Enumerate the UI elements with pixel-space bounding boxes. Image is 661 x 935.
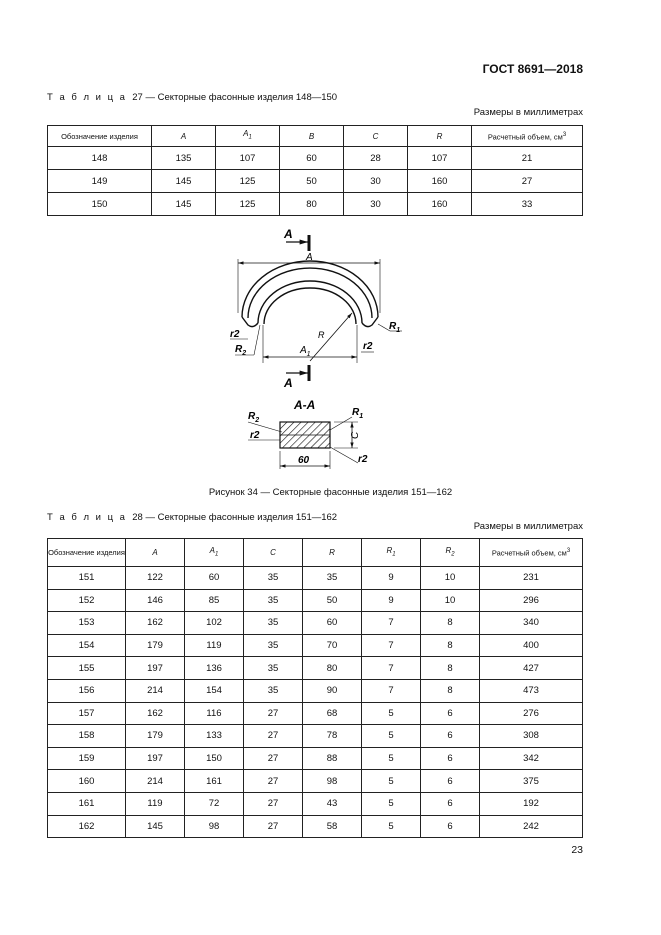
table-cell: 153 <box>48 612 126 635</box>
table-cell: 35 <box>244 567 303 590</box>
table-27-col-r-text: R <box>436 131 443 141</box>
table-cell: 231 <box>480 567 583 590</box>
table-cell: 98 <box>185 815 244 838</box>
table-row <box>48 589 583 612</box>
table-cell: 242 <box>480 815 583 838</box>
table-27-col-c-text: C <box>372 131 379 141</box>
table-28-units: Размеры в миллиметрах <box>473 521 583 532</box>
table-cell: 133 <box>185 725 244 748</box>
table-cell: 145 <box>152 193 216 216</box>
standard-number: ГОСТ 8691—2018 <box>482 62 583 76</box>
table-cell: 68 <box>303 702 362 725</box>
table-28-body <box>48 567 583 838</box>
table-row <box>48 679 583 702</box>
table-row <box>48 170 583 193</box>
table-cell: 160 <box>408 193 472 216</box>
table-cell: 30 <box>344 170 408 193</box>
table-row <box>48 792 583 815</box>
table-cell: 119 <box>126 792 185 815</box>
table-cell: 150 <box>185 747 244 770</box>
table-cell: 35 <box>244 612 303 635</box>
table-cell: 135 <box>152 147 216 170</box>
table-cell: 5 <box>362 815 421 838</box>
figure-34-drawing <box>222 225 447 473</box>
table-cell: 8 <box>421 612 480 635</box>
table-cell: 70 <box>303 634 362 657</box>
table-cell: 5 <box>362 747 421 770</box>
table-cell: 6 <box>421 747 480 770</box>
table-27-col-volume: Расчетный объем, $см^3$ <box>472 126 583 147</box>
table-cell: 149 <box>48 170 152 193</box>
table-cell: 107 <box>216 147 280 170</box>
table-row <box>48 815 583 838</box>
table-cell: 156 <box>48 679 126 702</box>
section-r2-small-label: r2 <box>250 430 260 441</box>
table-cell: 90 <box>303 679 362 702</box>
table-cell: 375 <box>480 770 583 793</box>
table-cell: 5 <box>362 725 421 748</box>
table-27-caption-label: Т а б л и ц а <box>47 92 127 103</box>
table-cell: 6 <box>421 792 480 815</box>
table-cell: 80 <box>303 657 362 680</box>
table-cell: 146 <box>126 589 185 612</box>
table-27-col-c <box>344 126 408 147</box>
table-cell: 43 <box>303 792 362 815</box>
table-27-col-b-text: B <box>308 131 315 141</box>
table-row <box>48 193 583 216</box>
table-cell: 85 <box>185 589 244 612</box>
table-cell: 107 <box>408 147 472 170</box>
section-mark-bottom-label: A <box>284 376 293 390</box>
table-row <box>48 702 583 725</box>
radius-line <box>310 313 352 361</box>
table-cell: 308 <box>480 725 583 748</box>
table-cell: 197 <box>126 747 185 770</box>
table-cell: 162 <box>126 702 185 725</box>
r1-label: $R_1$ <box>389 321 401 334</box>
table-cell: 5 <box>362 792 421 815</box>
table-cell: 60 <box>303 612 362 635</box>
table-cell: 119 <box>185 634 244 657</box>
table-cell: 340 <box>480 612 583 635</box>
r2-small-right-label: r2 <box>363 341 373 352</box>
table-cell: 9 <box>362 589 421 612</box>
table-cell: 122 <box>126 567 185 590</box>
table-cell: 98 <box>303 770 362 793</box>
table-cell: 78 <box>303 725 362 748</box>
table-cell: 155 <box>48 657 126 680</box>
table-28-header <box>48 539 583 567</box>
table-cell: 154 <box>48 634 126 657</box>
section-mark-top <box>283 227 309 251</box>
table-cell: 35 <box>244 679 303 702</box>
table-28-col-r <box>303 539 362 567</box>
table-cell: 145 <box>152 170 216 193</box>
table-cell: 276 <box>480 702 583 725</box>
table-28-col-r1 <box>362 539 421 567</box>
table-cell: 27 <box>244 792 303 815</box>
table-cell: 35 <box>244 657 303 680</box>
table-27 <box>47 125 583 216</box>
table-cell: 161 <box>48 792 126 815</box>
table-cell: 162 <box>126 612 185 635</box>
table-row <box>48 567 583 590</box>
section-r2-label: $R_2$ <box>248 411 260 424</box>
table-cell: 125 <box>216 193 280 216</box>
page-number: 23 <box>571 844 583 856</box>
table-27-col-a1-text: $A_1$ <box>243 129 252 141</box>
table-cell: 27 <box>244 725 303 748</box>
table-cell: 150 <box>48 193 152 216</box>
table-28-caption-text: 28 — Секторные фасонные изделия 151—162 <box>132 512 338 523</box>
table-cell: 27 <box>472 170 583 193</box>
table-cell: 6 <box>421 770 480 793</box>
table-cell: 214 <box>126 679 185 702</box>
table-cell: 179 <box>126 634 185 657</box>
table-cell: 7 <box>362 679 421 702</box>
table-cell: 296 <box>480 589 583 612</box>
table-cell: 88 <box>303 747 362 770</box>
table-27-col-r <box>408 126 472 147</box>
table-cell: 116 <box>185 702 244 725</box>
table-27-col-a1 <box>216 126 280 147</box>
table-28-caption-label: Т а б л и ц а <box>47 512 127 523</box>
table-cell: 27 <box>244 747 303 770</box>
table-cell: 136 <box>185 657 244 680</box>
table-cell: 30 <box>344 193 408 216</box>
table-cell: 102 <box>185 612 244 635</box>
table-28-col-a <box>126 539 185 567</box>
table-cell: 21 <box>472 147 583 170</box>
table-28-col-a1 <box>185 539 244 567</box>
table-cell: 10 <box>421 567 480 590</box>
dimension-a1-label: $A_1$ <box>300 345 311 358</box>
table-28-col-c <box>244 539 303 567</box>
table-27-col-designation: Обозначение изделия <box>48 126 152 147</box>
table-28-col-r2 <box>421 539 480 567</box>
table-cell: 60 <box>185 567 244 590</box>
table-cell: 179 <box>126 725 185 748</box>
table-cell: 125 <box>216 170 280 193</box>
table-cell: 28 <box>344 147 408 170</box>
table-cell: 27 <box>244 815 303 838</box>
table-cell: 72 <box>185 792 244 815</box>
table-cell: 33 <box>472 193 583 216</box>
table-28 <box>47 538 583 838</box>
table-cell: 9 <box>362 567 421 590</box>
table-cell: 35 <box>244 589 303 612</box>
table-28-col-r1-text: $R_1$ <box>386 545 396 558</box>
table-27-body <box>48 147 583 216</box>
table-cell: 145 <box>126 815 185 838</box>
table-27-col-b <box>280 126 344 147</box>
table-cell: 8 <box>421 679 480 702</box>
table-cell: 148 <box>48 147 152 170</box>
table-cell: 27 <box>244 770 303 793</box>
table-row <box>48 147 583 170</box>
table-row <box>48 770 583 793</box>
figure-34-caption: Рисунок 34 — Секторные фасонные изделия 151—162 <box>208 487 453 498</box>
table-cell: 160 <box>48 770 126 793</box>
table-row <box>48 747 583 770</box>
table-cell: 154 <box>185 679 244 702</box>
r2-small-left-label: r2 <box>230 329 240 340</box>
table-cell: 8 <box>421 634 480 657</box>
table-cell: 50 <box>280 170 344 193</box>
table-cell: 7 <box>362 612 421 635</box>
table-cell: 161 <box>185 770 244 793</box>
table-27-header <box>48 126 583 147</box>
table-27-col-a <box>152 126 216 147</box>
section-mark-top-label: A <box>284 227 293 241</box>
table-28-col-r-text: R <box>329 548 335 557</box>
table-cell: 35 <box>303 567 362 590</box>
dimension-width-label: 60 <box>298 455 310 466</box>
table-cell: 427 <box>480 657 583 680</box>
table-cell: 58 <box>303 815 362 838</box>
table-cell: 157 <box>48 702 126 725</box>
table-cell: 160 <box>408 170 472 193</box>
table-cell: 192 <box>480 792 583 815</box>
radius-label: R <box>318 330 325 340</box>
table-28-col-a-text: A <box>152 548 158 557</box>
table-row <box>48 657 583 680</box>
table-28-col-designation: Обозначение изделия <box>48 539 126 567</box>
dimension-c-label: C <box>350 431 361 439</box>
table-28-col-a1-text: $A_1$ <box>209 545 219 558</box>
table-cell: 151 <box>48 567 126 590</box>
table-28-col-c-text: C <box>270 548 276 557</box>
table-cell: 162 <box>48 815 126 838</box>
table-cell: 50 <box>303 589 362 612</box>
table-cell: 80 <box>280 193 344 216</box>
table-cell: 10 <box>421 589 480 612</box>
table-cell: 7 <box>362 634 421 657</box>
table-cell: 158 <box>48 725 126 748</box>
table-cell: 159 <box>48 747 126 770</box>
table-28-col-r2-text: $R_2$ <box>445 545 455 558</box>
table-cell: 8 <box>421 657 480 680</box>
table-cell: 6 <box>421 725 480 748</box>
table-27-units: Размеры в миллиметрах <box>473 107 583 118</box>
section-title: A-A <box>294 398 316 412</box>
table-28-col-volume: Расчетный объем, $см^3$ <box>480 539 583 567</box>
table-28-caption <box>47 512 337 523</box>
section-r1-label: $R_1$ <box>352 407 364 420</box>
section-r2-bottom-label: r2 <box>358 454 368 465</box>
table-27-col-a-text: A <box>180 131 187 141</box>
table-cell: 197 <box>126 657 185 680</box>
table-cell: 35 <box>244 634 303 657</box>
table-27-caption-text: 27 — Секторные фасонные изделия 148—150 <box>132 92 338 103</box>
table-cell: 5 <box>362 770 421 793</box>
table-cell: 5 <box>362 702 421 725</box>
table-row <box>48 634 583 657</box>
section-mark-bottom <box>283 365 309 390</box>
r2-upper-label: $R_2$ <box>235 344 247 357</box>
table-cell: 6 <box>421 815 480 838</box>
table-cell: 7 <box>362 657 421 680</box>
table-cell: 152 <box>48 589 126 612</box>
table-cell: 342 <box>480 747 583 770</box>
table-cell: 60 <box>280 147 344 170</box>
table-cell: 6 <box>421 702 480 725</box>
table-row <box>48 612 583 635</box>
table-cell: 400 <box>480 634 583 657</box>
sector-outline <box>242 261 378 327</box>
table-row <box>48 725 583 748</box>
dimension-a-label: A <box>306 252 313 263</box>
table-cell: 473 <box>480 679 583 702</box>
table-27-caption <box>47 92 337 103</box>
table-cell: 214 <box>126 770 185 793</box>
table-cell: 27 <box>244 702 303 725</box>
